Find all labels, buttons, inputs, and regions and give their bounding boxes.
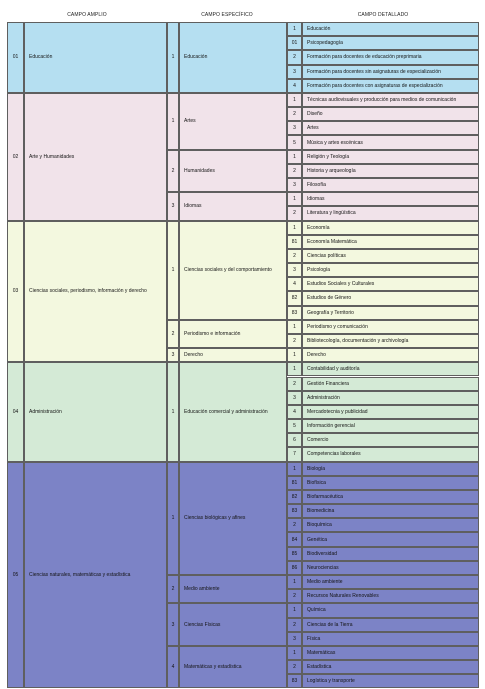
detailed-field-name: Mercadotecnia y publicidad xyxy=(302,405,479,419)
detailed-field-name: Biofarmacéutica xyxy=(302,490,479,504)
specific-field-code: 1 xyxy=(167,221,179,320)
broad-field-code: 01 xyxy=(7,22,24,93)
detailed-field-code: 81 xyxy=(287,235,302,249)
specific-field-code: 2 xyxy=(167,320,179,348)
detailed-field-code: 2 xyxy=(287,660,302,674)
header-campo-detallado: CAMPO DETALLADO xyxy=(357,12,409,18)
detailed-field-name: Administración xyxy=(302,391,479,405)
detailed-field-name: Estudios de Género xyxy=(302,291,479,305)
detailed-field-code: 83 xyxy=(287,674,302,688)
detailed-field-code: 1 xyxy=(287,348,302,362)
detailed-field-name: Filosofía xyxy=(302,178,479,192)
detailed-field-code: 82 xyxy=(287,291,302,305)
specific-field-code: 3 xyxy=(167,348,179,362)
detailed-field-name: Música y artes escénicas xyxy=(302,135,479,149)
specific-field-name: Derecho xyxy=(179,348,287,362)
detailed-field-code: 1 xyxy=(287,603,302,617)
broad-field-code: 02 xyxy=(7,93,24,221)
broad-field-code: 03 xyxy=(7,221,24,363)
fields-classification-table xyxy=(7,22,479,684)
broad-field-name: Arte y Humanidades xyxy=(24,93,167,221)
detailed-field-code: 3 xyxy=(287,121,302,135)
detailed-field-code: 1 xyxy=(287,575,302,589)
detailed-field-name: Economía xyxy=(302,221,479,235)
detailed-field-name: Estadística xyxy=(302,660,479,674)
detailed-field-code: 1 xyxy=(287,221,302,235)
detailed-field-name: Diseño xyxy=(302,107,479,121)
detailed-field-name: Ciencias políticas xyxy=(302,249,479,263)
detailed-field-code: 1 xyxy=(287,362,302,376)
specific-field-code: 3 xyxy=(167,192,179,220)
detailed-field-name: Información gerencial xyxy=(302,419,479,433)
detailed-field-name: Estudios Sociales y Culturales xyxy=(302,277,479,291)
detailed-field-name: Bioquímica xyxy=(302,518,479,532)
detailed-field-code: 1 xyxy=(287,646,302,660)
detailed-field-code: 7 xyxy=(287,447,302,461)
detailed-field-name: Biofísica xyxy=(302,476,479,490)
detailed-field-code: 2 xyxy=(287,518,302,532)
detailed-field-name: Historia y arqueología xyxy=(302,164,479,178)
detailed-field-code: 1 xyxy=(287,22,302,36)
detailed-field-name: Logística y transporte xyxy=(302,674,479,688)
detailed-field-code: 82 xyxy=(287,490,302,504)
detailed-field-code: 01 xyxy=(287,36,302,50)
detailed-field-code: 1 xyxy=(287,192,302,206)
detailed-field-name: Geografía y Territorio xyxy=(302,306,479,320)
detailed-field-name: Formación para docentes con asignaturas de especialización xyxy=(302,79,479,93)
specific-field-name: Humanidades xyxy=(179,150,287,193)
detailed-field-code: 83 xyxy=(287,504,302,518)
detailed-field-code: 4 xyxy=(287,277,302,291)
header-campo-especifico: CAMPO ESPECÍFICO xyxy=(201,12,253,18)
detailed-field-name: Idiomas xyxy=(302,192,479,206)
specific-field-code: 1 xyxy=(167,93,179,150)
detailed-field-name: Formación para docentes sin asignaturas de especialización xyxy=(302,65,479,79)
specific-field-name: Idiomas xyxy=(179,192,287,220)
specific-field-name: Periodismo e información xyxy=(179,320,287,348)
specific-field-name: Ciencias sociales y del comportamiento xyxy=(179,221,287,320)
detailed-field-code: 2 xyxy=(287,589,302,603)
specific-field-code: 4 xyxy=(167,646,179,689)
detailed-field-code: 3 xyxy=(287,632,302,646)
detailed-field-code: 5 xyxy=(287,419,302,433)
detailed-field-code: 2 xyxy=(287,107,302,121)
detailed-field-name: Biodiversidad xyxy=(302,547,479,561)
detailed-field-name: Contabilidad y auditoría xyxy=(302,362,479,376)
detailed-field-name: Formación para docentes de educación preprimaria xyxy=(302,50,479,64)
detailed-field-code: 2 xyxy=(287,206,302,220)
specific-field-name: Medio ambiente xyxy=(179,575,287,603)
specific-field-code: 3 xyxy=(167,603,179,646)
specific-field-name: Ciencias Físicas xyxy=(179,603,287,646)
broad-field-name: Administración xyxy=(24,362,167,461)
detailed-field-code: 85 xyxy=(287,547,302,561)
detailed-field-name: Educación xyxy=(302,22,479,36)
detailed-field-name: Comercio xyxy=(302,433,479,447)
detailed-field-name: Religión y Teología xyxy=(302,150,479,164)
broad-field-name: Educación xyxy=(24,22,167,93)
detailed-field-code: 83 xyxy=(287,306,302,320)
specific-field-code: 2 xyxy=(167,150,179,193)
specific-field-name: Ciencias biológicas y afines xyxy=(179,462,287,575)
detailed-field-code: 2 xyxy=(287,164,302,178)
table-header xyxy=(7,9,479,22)
detailed-field-name: Economía Matemática xyxy=(302,235,479,249)
detailed-field-name: Química xyxy=(302,603,479,617)
detailed-field-code: 2 xyxy=(287,334,302,348)
detailed-field-code: 86 xyxy=(287,561,302,575)
detailed-field-code: 6 xyxy=(287,433,302,447)
detailed-field-name: Física xyxy=(302,632,479,646)
detailed-field-code: 3 xyxy=(287,178,302,192)
detailed-field-name: Biomedicina xyxy=(302,504,479,518)
detailed-field-code: 2 xyxy=(287,377,302,391)
detailed-field-name: Biología xyxy=(302,462,479,476)
detailed-field-name: Ciencias de la Tierra xyxy=(302,618,479,632)
detailed-field-name: Medio ambiente xyxy=(302,575,479,589)
detailed-field-name: Neurociencias xyxy=(302,561,479,575)
detailed-field-name: Técnicas audiovisuales y producción para medios de comunicación xyxy=(302,93,479,107)
detailed-field-code: 3 xyxy=(287,263,302,277)
detailed-field-code: 3 xyxy=(287,65,302,79)
detailed-field-name: Artes xyxy=(302,121,479,135)
detailed-field-code: 81 xyxy=(287,476,302,490)
specific-field-name: Matemáticas y estadística xyxy=(179,646,287,689)
detailed-field-code: 5 xyxy=(287,135,302,149)
specific-field-code: 1 xyxy=(167,462,179,575)
detailed-field-code: 1 xyxy=(287,320,302,334)
detailed-field-code: 84 xyxy=(287,532,302,546)
specific-field-name: Educación xyxy=(179,22,287,93)
detailed-field-name: Psicopedagogía xyxy=(302,36,479,50)
detailed-field-name: Literatura y lingüística xyxy=(302,206,479,220)
detailed-field-code: 1 xyxy=(287,150,302,164)
broad-field-code: 04 xyxy=(7,362,24,461)
detailed-field-name: Genética xyxy=(302,532,479,546)
detailed-field-name: Recursos Naturales Renovables xyxy=(302,589,479,603)
detailed-field-code: 4 xyxy=(287,405,302,419)
detailed-field-name: Bibliotecología, documentación y archivología xyxy=(302,334,479,348)
broad-field-code: 05 xyxy=(7,462,24,689)
specific-field-code: 2 xyxy=(167,575,179,603)
detailed-field-name: Competencias laborales xyxy=(302,447,479,461)
header-campo-amplio: CAMPO AMPLIO xyxy=(67,12,107,18)
detailed-field-code: 2 xyxy=(287,618,302,632)
specific-field-name: Educación comercial y administración xyxy=(179,362,287,461)
detailed-field-code: 1 xyxy=(287,93,302,107)
detailed-field-name: Periodismo y comunicación xyxy=(302,320,479,334)
broad-field-name: Ciencias sociales, periodismo, información y derecho xyxy=(24,221,167,363)
detailed-field-code: 2 xyxy=(287,50,302,64)
detailed-field-name: Gestión Financiera xyxy=(302,377,479,391)
specific-field-code: 1 xyxy=(167,22,179,93)
broad-field-name: Ciencias naturales, matemáticas y estadística xyxy=(24,462,167,689)
detailed-field-code: 1 xyxy=(287,462,302,476)
detailed-field-name: Matemáticas xyxy=(302,646,479,660)
detailed-field-name: Psicología xyxy=(302,263,479,277)
detailed-field-code: 4 xyxy=(287,79,302,93)
detailed-field-code: 2 xyxy=(287,249,302,263)
specific-field-name: Artes xyxy=(179,93,287,150)
detailed-field-code: 3 xyxy=(287,391,302,405)
specific-field-code: 1 xyxy=(167,362,179,461)
detailed-field-name: Derecho xyxy=(302,348,479,362)
